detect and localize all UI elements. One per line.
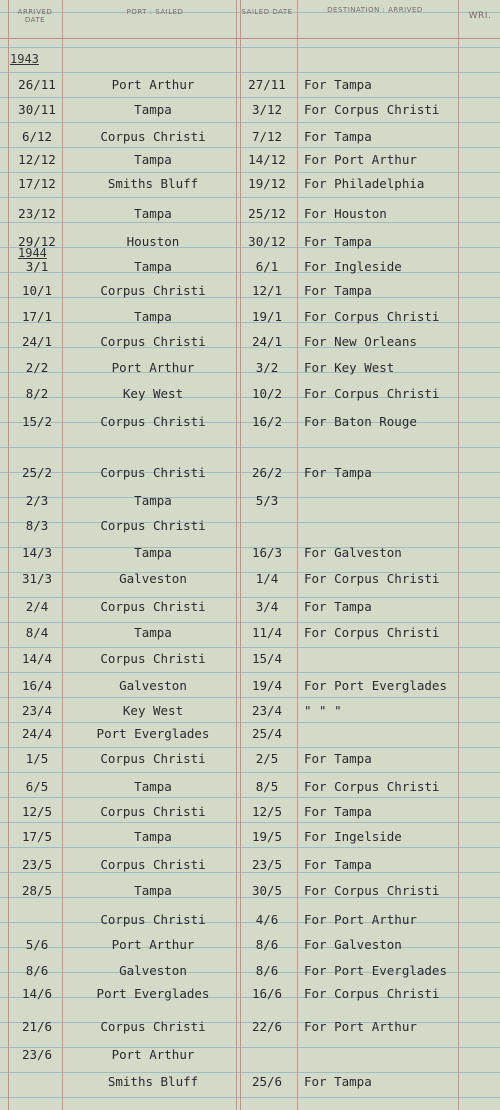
arrived-date: 30/11 bbox=[18, 102, 56, 117]
arrived-date: 26/11 bbox=[18, 77, 56, 92]
port-sailed: Key West bbox=[122, 703, 184, 718]
ledger-row bbox=[0, 414, 500, 432]
port-sailed: Corpus Christi bbox=[100, 414, 206, 429]
arrived-date: 23/4 bbox=[21, 703, 53, 718]
destination: For Port Arthur bbox=[304, 1019, 417, 1034]
arrived-date: 24/1 bbox=[21, 334, 53, 349]
arrived-date: 2/2 bbox=[25, 360, 49, 375]
arrived-date: 12/5 bbox=[21, 804, 53, 819]
ledger-row bbox=[0, 545, 500, 563]
sailed-date: 30/12 bbox=[248, 234, 286, 249]
arrived-date: 10/1 bbox=[21, 283, 53, 298]
sailed-date: 16/6 bbox=[251, 986, 283, 1001]
port-sailed: Tampa bbox=[134, 545, 172, 560]
destination: For New Orleans bbox=[304, 334, 417, 349]
port-sailed: Port Arthur bbox=[111, 360, 195, 375]
header-destination: DESTINATION : ARRIVED bbox=[327, 6, 423, 14]
destination: For Port Everglades bbox=[304, 678, 447, 693]
sailed-date: 3/4 bbox=[255, 599, 279, 614]
ledger-row bbox=[0, 493, 500, 511]
destination: For Tampa bbox=[304, 465, 372, 480]
destination: For Tampa bbox=[304, 283, 372, 298]
sailed-date: 19/5 bbox=[251, 829, 283, 844]
port-sailed: Tampa bbox=[134, 309, 172, 324]
sailed-date: 1/4 bbox=[255, 571, 279, 586]
destination: For Tampa bbox=[304, 234, 372, 249]
port-sailed: Corpus Christi bbox=[100, 334, 206, 349]
port-sailed: Corpus Christi bbox=[100, 912, 206, 927]
ledger-row bbox=[0, 937, 500, 955]
sailed-date: 16/2 bbox=[251, 414, 283, 429]
destination: For Key West bbox=[304, 360, 395, 375]
destination: For Corpus Christi bbox=[304, 986, 440, 1001]
ledger-row bbox=[0, 176, 500, 194]
header-port: PORT : SAILED bbox=[126, 8, 184, 16]
port-sailed: Port Arthur bbox=[111, 937, 195, 952]
port-sailed: Galveston bbox=[119, 678, 187, 693]
port-sailed: Port Everglades bbox=[96, 986, 210, 1001]
port-sailed: Port Arthur bbox=[111, 77, 195, 92]
arrived-date: 2/4 bbox=[25, 599, 49, 614]
ledger-row bbox=[0, 129, 500, 147]
arrived-date: 8/2 bbox=[25, 386, 49, 401]
destination: For Corpus Christi bbox=[304, 625, 440, 640]
sailed-date: 25/6 bbox=[251, 1074, 283, 1089]
arrived-date: 14/6 bbox=[21, 986, 53, 1001]
destination: For Philadelphia bbox=[304, 176, 425, 191]
sailed-date: 30/5 bbox=[251, 883, 283, 898]
sailed-date: 14/12 bbox=[248, 152, 286, 167]
ledger-row bbox=[0, 678, 500, 696]
ledger-row bbox=[0, 360, 500, 378]
destination: For Tampa bbox=[304, 857, 372, 872]
arrived-date: 28/5 bbox=[21, 883, 53, 898]
destination: For Corpus Christi bbox=[304, 102, 440, 117]
sailed-date: 22/6 bbox=[251, 1019, 283, 1034]
year-label: 1943 bbox=[10, 52, 39, 66]
ledger-row bbox=[0, 571, 500, 589]
ledger-row bbox=[0, 912, 500, 930]
ledger-row bbox=[0, 102, 500, 120]
destination: For Tampa bbox=[304, 804, 372, 819]
port-sailed: Smiths Bluff bbox=[107, 1074, 199, 1089]
ledger-row bbox=[0, 986, 500, 1004]
port-sailed: Galveston bbox=[119, 571, 187, 586]
port-sailed: Tampa bbox=[134, 779, 172, 794]
destination: For Port Arthur bbox=[304, 912, 417, 927]
port-sailed: Corpus Christi bbox=[100, 857, 206, 872]
arrived-date: 6/12 bbox=[21, 129, 53, 144]
sailed-date: 8/5 bbox=[255, 779, 279, 794]
destination: For Corpus Christi bbox=[304, 309, 440, 324]
destination: For Corpus Christi bbox=[304, 386, 440, 401]
destination: For Ingleside bbox=[304, 259, 402, 274]
sailed-date: 19/12 bbox=[248, 176, 286, 191]
ledger-row bbox=[0, 77, 500, 95]
destination: " " " bbox=[304, 703, 342, 718]
arrived-date: 16/4 bbox=[21, 678, 53, 693]
arrived-date: 23/5 bbox=[21, 857, 53, 872]
port-sailed: Corpus Christi bbox=[100, 651, 206, 666]
sailed-date: 11/4 bbox=[251, 625, 283, 640]
arrived-date: 23/12 bbox=[18, 206, 56, 221]
arrived-date: 29/12 bbox=[18, 234, 56, 249]
ledger-header bbox=[0, 0, 500, 39]
ledger-row bbox=[0, 625, 500, 643]
arrived-date: 3/1 bbox=[25, 259, 49, 274]
ledger-row bbox=[0, 386, 500, 404]
sailed-date: 23/5 bbox=[251, 857, 283, 872]
ledger-row bbox=[0, 651, 500, 669]
port-sailed: Tampa bbox=[134, 206, 172, 221]
sailed-date: 19/4 bbox=[251, 678, 283, 693]
destination: For Galveston bbox=[304, 937, 402, 952]
port-sailed: Corpus Christi bbox=[100, 129, 206, 144]
ledger-row bbox=[0, 334, 500, 352]
sailed-date: 8/6 bbox=[255, 937, 279, 952]
sailed-date: 19/1 bbox=[251, 309, 283, 324]
destination: For Corpus Christi bbox=[304, 883, 440, 898]
ledger-row bbox=[0, 963, 500, 981]
destination: For Tampa bbox=[304, 129, 372, 144]
sailed-date: 4/6 bbox=[255, 912, 279, 927]
sailed-date: 5/3 bbox=[255, 493, 279, 508]
arrived-date: 12/12 bbox=[18, 152, 56, 167]
ledger-row bbox=[0, 726, 500, 744]
arrived-date: 8/4 bbox=[25, 625, 49, 640]
port-sailed: Houston bbox=[126, 234, 180, 249]
ledger-row bbox=[0, 234, 500, 252]
destination: For Baton Rouge bbox=[304, 414, 417, 429]
sailed-date: 16/3 bbox=[251, 545, 283, 560]
ledger-row bbox=[0, 883, 500, 901]
ledger-row bbox=[0, 309, 500, 327]
sailed-date: 24/1 bbox=[251, 334, 283, 349]
sailed-date: 6/1 bbox=[255, 259, 279, 274]
arrived-date: 31/3 bbox=[21, 571, 53, 586]
arrived-date: 24/4 bbox=[21, 726, 53, 741]
port-sailed: Tampa bbox=[134, 259, 172, 274]
arrived-date: 14/4 bbox=[21, 651, 53, 666]
destination: For Houston bbox=[304, 206, 387, 221]
destination: For Port Arthur bbox=[304, 152, 417, 167]
ledger-row bbox=[0, 152, 500, 170]
arrived-date: 21/6 bbox=[21, 1019, 53, 1034]
sailed-date: 27/11 bbox=[248, 77, 286, 92]
ledger-row bbox=[0, 283, 500, 301]
sailed-date: 12/5 bbox=[251, 804, 283, 819]
arrived-date: 6/5 bbox=[25, 779, 49, 794]
destination: For Port Everglades bbox=[304, 963, 447, 978]
arrived-date: 15/2 bbox=[21, 414, 53, 429]
arrived-date: 23/6 bbox=[21, 1047, 53, 1062]
arrived-date: 2/3 bbox=[25, 493, 49, 508]
arrived-date: 14/3 bbox=[21, 545, 53, 560]
sailed-date: 8/6 bbox=[255, 963, 279, 978]
arrived-date: 17/1 bbox=[21, 309, 53, 324]
sailed-date: 12/1 bbox=[251, 283, 283, 298]
year-label: 1944 bbox=[18, 246, 47, 260]
ledger-row bbox=[0, 703, 500, 721]
port-sailed: Corpus Christi bbox=[100, 1019, 206, 1034]
port-sailed: Port Arthur bbox=[111, 1047, 195, 1062]
arrived-date: 25/2 bbox=[21, 465, 53, 480]
header-sailed: SAILED DATE bbox=[241, 8, 293, 16]
port-sailed: Tampa bbox=[134, 152, 172, 167]
ledger-row bbox=[0, 804, 500, 822]
sailed-date: 3/12 bbox=[251, 102, 283, 117]
port-sailed: Tampa bbox=[134, 625, 172, 640]
header-wri: WRI. bbox=[468, 11, 492, 21]
arrived-date: 1/5 bbox=[25, 751, 49, 766]
sailed-date: 10/2 bbox=[251, 386, 283, 401]
sailed-date: 23/4 bbox=[251, 703, 283, 718]
destination: For Galveston bbox=[304, 545, 402, 560]
destination: For Tampa bbox=[304, 77, 372, 92]
port-sailed: Corpus Christi bbox=[100, 465, 206, 480]
port-sailed: Port Everglades bbox=[96, 726, 210, 741]
ledger-row bbox=[0, 1074, 500, 1092]
arrived-date: 17/12 bbox=[18, 176, 56, 191]
sailed-date: 2/5 bbox=[255, 751, 279, 766]
sailed-date: 25/4 bbox=[251, 726, 283, 741]
port-sailed: Corpus Christi bbox=[100, 804, 206, 819]
arrived-date: 5/6 bbox=[25, 937, 49, 952]
destination: For Tampa bbox=[304, 1074, 372, 1089]
ledger-row bbox=[0, 1047, 500, 1065]
ledger-row bbox=[0, 857, 500, 875]
port-sailed: Galveston bbox=[119, 963, 187, 978]
destination: For Ingelside bbox=[304, 829, 402, 844]
header-arrived: ARRIVED DATE bbox=[17, 8, 53, 24]
ledger-row bbox=[0, 259, 500, 277]
port-sailed: Smiths Bluff bbox=[107, 176, 199, 191]
sailed-date: 25/12 bbox=[248, 206, 286, 221]
port-sailed: Tampa bbox=[134, 102, 172, 117]
sailed-date: 3/2 bbox=[255, 360, 279, 375]
destination: For Corpus Christi bbox=[304, 571, 440, 586]
port-sailed: Corpus Christi bbox=[100, 518, 206, 533]
port-sailed: Corpus Christi bbox=[100, 751, 206, 766]
ledger-row bbox=[0, 206, 500, 224]
destination: For Tampa bbox=[304, 751, 372, 766]
arrived-date: 8/3 bbox=[25, 518, 49, 533]
ledger-row bbox=[0, 779, 500, 797]
port-sailed: Tampa bbox=[134, 493, 172, 508]
destination: For Tampa bbox=[304, 599, 372, 614]
ledger-row bbox=[0, 518, 500, 536]
ledger-row bbox=[0, 1019, 500, 1037]
sailed-date: 7/12 bbox=[251, 129, 283, 144]
destination: For Corpus Christi bbox=[304, 779, 440, 794]
sailed-date: 15/4 bbox=[251, 651, 283, 666]
arrived-date: 17/5 bbox=[21, 829, 53, 844]
port-sailed: Tampa bbox=[134, 883, 172, 898]
ledger-row bbox=[0, 829, 500, 847]
port-sailed: Corpus Christi bbox=[100, 599, 206, 614]
port-sailed: Key West bbox=[122, 386, 184, 401]
arrived-date: 8/6 bbox=[25, 963, 49, 978]
port-sailed: Corpus Christi bbox=[100, 283, 206, 298]
port-sailed: Tampa bbox=[134, 829, 172, 844]
ledger-row bbox=[0, 465, 500, 483]
ledger-row bbox=[0, 751, 500, 769]
ledger-row bbox=[0, 599, 500, 617]
sailed-date: 26/2 bbox=[251, 465, 283, 480]
